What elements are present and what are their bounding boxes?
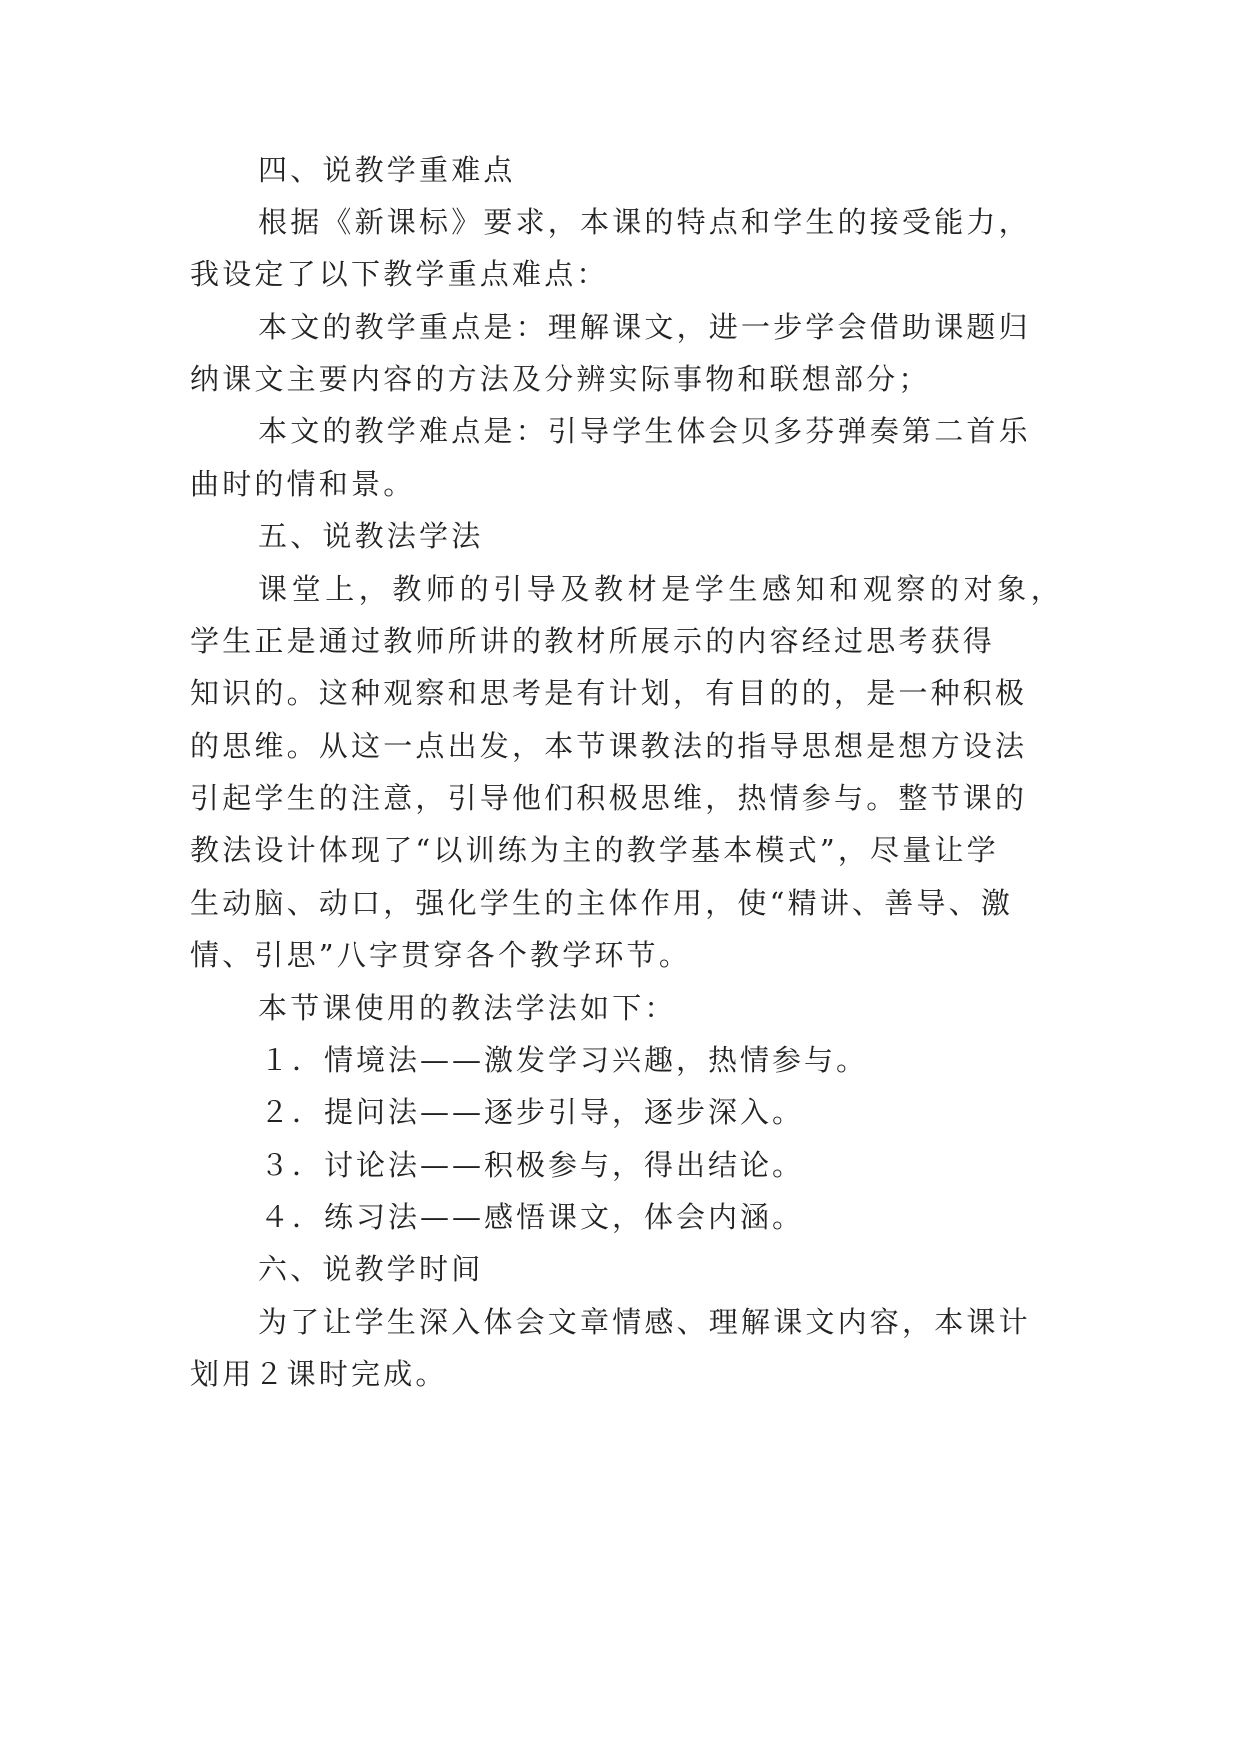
- paragraph-line: 引起学生的注意，引导他们积极思维，热情参与。整节课的: [190, 781, 1028, 815]
- list-item: ４．练习法——感悟课文，体会内涵。: [260, 1200, 805, 1234]
- section-heading-6: 六、说教学时间: [258, 1252, 484, 1286]
- list-item: ２．提问法——逐步引导，逐步深入。: [260, 1095, 805, 1129]
- list-item: ３．讨论法——积极参与，得出结论。: [260, 1148, 805, 1182]
- paragraph-line: 本文的教学难点是：引导学生体会贝多芬弹奏第二首乐: [258, 414, 1031, 448]
- section-heading-4: 四、说教学重难点: [258, 153, 516, 187]
- paragraph-line: 生动脑、动口，强化学生的主体作用，使“精讲、善导、激: [190, 886, 1014, 920]
- paragraph-line: 情、引思”八字贯穿各个教学环节。: [190, 938, 692, 972]
- paragraph-line: 根据《新课标》要求，本课的特点和学生的接受能力，: [258, 205, 1031, 239]
- paragraph-line: 本文的教学重点是：理解课文，进一步学会借助课题归: [258, 310, 1031, 344]
- list-item: １．情境法——激发学习兴趣，热情参与。: [260, 1043, 869, 1077]
- paragraph-line: 曲时的情和景。: [190, 467, 416, 501]
- paragraph-line: 学生正是通过教师所讲的教材所展示的内容经过思考获得: [190, 624, 996, 658]
- paragraph-line: 知识的。这种观察和思考是有计划，有目的的，是一种积极: [190, 676, 1028, 710]
- paragraph-line: 课堂上，教师的引导及教材是学生感知和观察的对象，: [258, 572, 1065, 606]
- paragraph-line: 纳课文主要内容的方法及分辨实际事物和联想部分；: [190, 362, 931, 396]
- paragraph-line: 为了让学生深入体会文章情感、理解课文内容，本课计: [258, 1305, 1031, 1339]
- paragraph-line: 划用２课时完成。: [190, 1357, 448, 1391]
- paragraph-line: 我设定了以下教学重点难点：: [190, 257, 609, 291]
- section-heading-5: 五、说教法学法: [258, 519, 484, 553]
- paragraph-line: 本节课使用的教法学法如下：: [258, 991, 677, 1025]
- paragraph-line: 教法设计体现了“以训练为主的教学基本模式”，尽量让学: [190, 833, 999, 867]
- paragraph-line: 的思维。从这一点出发，本节课教法的指导思想是想方设法: [190, 729, 1028, 763]
